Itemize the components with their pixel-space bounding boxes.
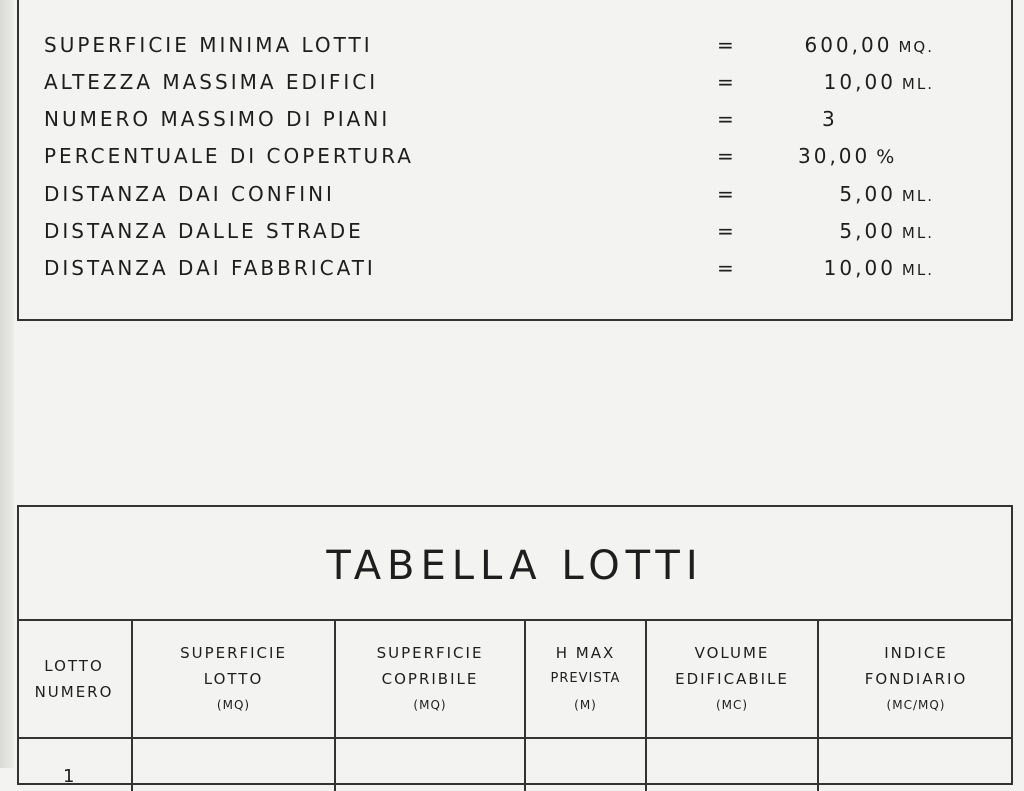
param-row <box>44 104 1004 134</box>
header-line: FONDIARIO <box>864 670 968 688</box>
param-value <box>839 179 934 211</box>
param-value <box>839 216 934 248</box>
column-header <box>17 621 131 739</box>
param-value <box>822 104 844 136</box>
param-value <box>824 67 934 99</box>
header-line: PREVISTA <box>550 671 621 686</box>
column-volume-edificabile <box>647 621 819 791</box>
header-line: COPRIBILE <box>381 670 479 688</box>
param-number: 5,00 <box>839 219 896 243</box>
param-equals: = <box>717 144 737 168</box>
column-header <box>336 621 524 739</box>
param-equals: = <box>717 182 737 206</box>
param-label: ALTEZZA MASSIMA EDIFICI <box>44 70 379 94</box>
lots-table <box>17 619 1013 791</box>
column-superficie-copribile <box>336 621 526 791</box>
param-row <box>44 141 1004 171</box>
param-equals: = <box>717 107 737 131</box>
param-value <box>798 141 896 172</box>
param-equals: = <box>717 256 737 280</box>
param-label: DISTANZA DAI FABBRICATI <box>44 256 376 280</box>
param-number: 5,00 <box>839 182 896 206</box>
param-number: 10,00 <box>823 70 896 94</box>
header-line: SUPERFICIE <box>376 644 484 662</box>
header-line: VOLUME <box>694 644 770 662</box>
param-equals: = <box>717 219 737 243</box>
header-unit: (MC) <box>715 698 749 712</box>
param-row <box>44 67 1004 97</box>
column-header <box>647 621 817 739</box>
header-unit: (MC/MQ) <box>886 698 946 712</box>
param-number: 30,00 <box>798 144 871 168</box>
lots-table-box <box>17 505 1013 785</box>
header-line: H MAX <box>555 644 616 662</box>
param-number: 3 <box>822 107 838 131</box>
param-unit: ML. <box>901 75 934 93</box>
param-equals: = <box>717 70 737 94</box>
column-superficie-lotto <box>133 621 336 791</box>
header-line: NUMERO <box>34 683 114 701</box>
param-row <box>44 179 1004 209</box>
param-row <box>44 253 1004 283</box>
header-line: LOTTO <box>203 670 264 688</box>
parameters-box <box>17 0 1013 321</box>
param-row <box>44 216 1004 246</box>
header-unit: (MQ) <box>216 698 251 712</box>
param-unit: ML. <box>901 224 934 242</box>
param-label: PERCENTUALE DI COPERTURA <box>44 144 414 168</box>
param-unit: ML. <box>901 187 934 205</box>
param-number: 600,00 <box>804 33 893 57</box>
table-title: TABELLA LOTTI <box>326 543 704 589</box>
lot-number: 1 <box>63 766 75 787</box>
header-line: INDICE <box>884 644 948 662</box>
header-unit: (MQ) <box>413 698 447 712</box>
header-line: LOTTO <box>44 657 104 675</box>
param-equals: = <box>717 33 737 57</box>
column-header <box>133 621 334 739</box>
param-number: 10,00 <box>823 256 896 280</box>
column-indice-fondiario <box>819 621 1013 791</box>
param-label: SUPERFICIE MINIMA LOTTI <box>44 33 373 57</box>
column-lotto-numero <box>17 621 133 791</box>
column-header <box>819 621 1013 739</box>
param-value <box>824 253 934 285</box>
column-header <box>526 621 645 739</box>
param-label: DISTANZA DAI CONFINI <box>44 182 335 206</box>
header-line: EDIFICABILE <box>675 670 789 688</box>
column-h-max <box>526 621 647 791</box>
page-edge <box>0 0 14 768</box>
param-unit: ML. <box>901 261 934 279</box>
param-row <box>44 30 1004 60</box>
header-line: SUPERFICIE <box>180 644 287 662</box>
param-unit: % <box>876 146 897 168</box>
param-label: NUMERO MASSIMO DI PIANI <box>44 107 391 131</box>
param-label: DISTANZA DALLE STRADE <box>44 219 364 243</box>
param-value <box>804 30 934 62</box>
param-unit: MQ. <box>898 38 934 56</box>
header-unit: (M) <box>574 698 597 712</box>
